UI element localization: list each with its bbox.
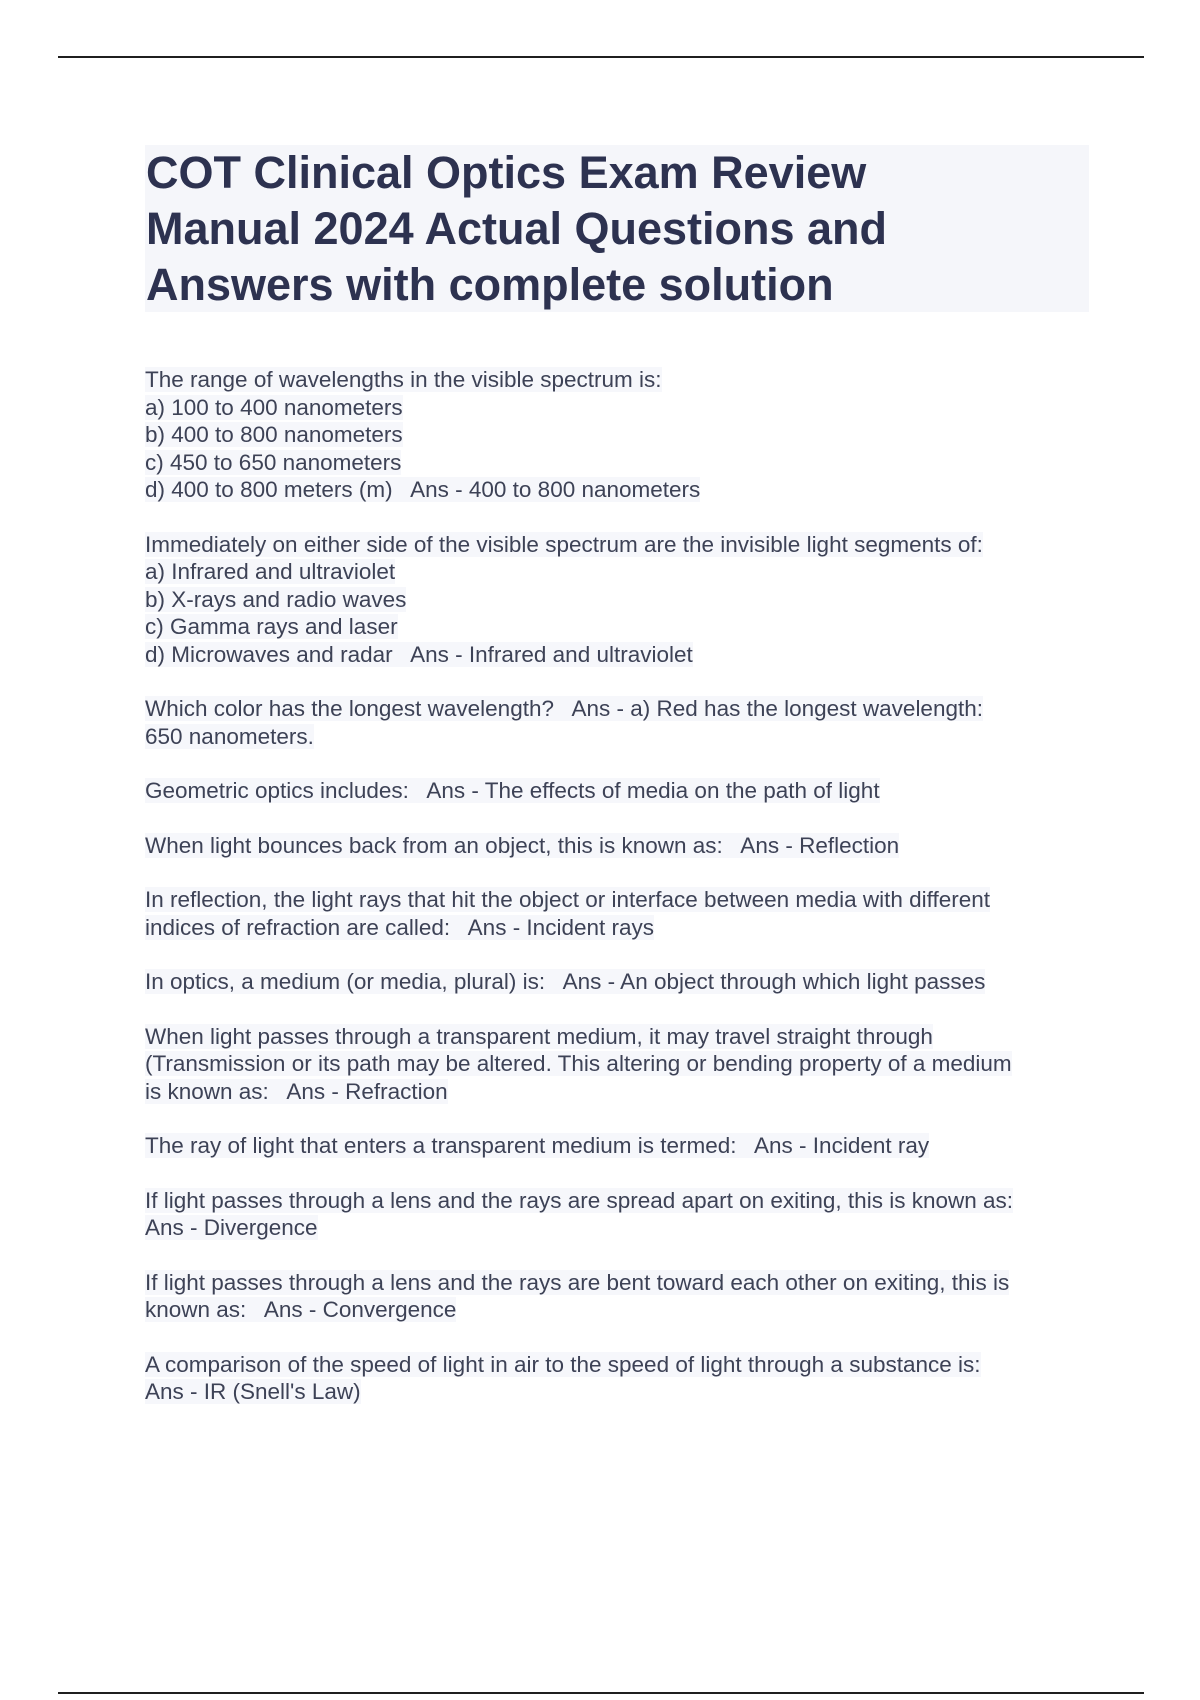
qa-line [145, 695, 1089, 723]
qa-line-text: d) Microwaves and radar Ans - Infrared and ultraviolet [145, 641, 693, 667]
qa-line-text: Immediately on either side of the visible spectrum are the invisible light segments of: [145, 531, 983, 557]
qa-line-text: indices of refraction are called: Ans - Incident rays [145, 914, 654, 940]
qa-line-text: The range of wavelengths in the visible spectrum is: [145, 367, 662, 392]
top-rule [58, 56, 1144, 58]
qa-line [145, 832, 1089, 860]
qa-line [145, 1187, 1089, 1215]
qa-line-text: (Transmission or its path may be altered. This altering or bending property of a medium [145, 1051, 1012, 1076]
title-line-2: Manual 2024 Actual Questions and [146, 203, 888, 254]
qa-line [145, 1378, 1089, 1406]
qa-line [145, 723, 1089, 751]
qa-line-text: When light passes through a transparent medium, it may travel straight through [145, 1023, 933, 1049]
qa-line [145, 394, 1089, 422]
qa-line-text: Ans - Divergence [145, 1215, 318, 1240]
qa-line [145, 968, 1089, 996]
qa-line [145, 1269, 1089, 1297]
qa-line-text: Which color has the longest wavelength? Ans - a) Red has the longest wavelength: [145, 696, 983, 721]
qa-line-text: When light bounces back from an object, this is known as: Ans - Reflection [145, 832, 900, 858]
qa-line-text: In optics, a medium (or media, plural) is: Ans - An object through which light passes [145, 969, 986, 994]
document-title [145, 145, 1089, 312]
qa-line-text: b) 400 to 800 nanometers [145, 422, 403, 447]
qa-line [145, 449, 1089, 477]
qa-line-text: known as: Ans - Convergence [145, 1297, 457, 1322]
qa-line-text: If light passes through a lens and the rays are bent toward each other on exiting, this is [145, 1269, 1010, 1295]
qa-line [145, 531, 1089, 559]
qa-item-8 [145, 1023, 1089, 1106]
qa-item-12 [145, 1351, 1089, 1406]
qa-line [145, 1296, 1089, 1324]
qa-line-text: a) Infrared and ultraviolet [145, 559, 396, 584]
qa-item-9 [145, 1132, 1089, 1160]
qa-line-text: 650 nanometers. [145, 723, 314, 749]
qa-line-text: In reflection, the light rays that hit the object or interface between media with different [145, 887, 991, 912]
qa-line [145, 1050, 1089, 1078]
qa-line [145, 421, 1089, 449]
qa-line [145, 914, 1089, 942]
qa-item-5 [145, 832, 1089, 860]
qa-item-10 [145, 1187, 1089, 1242]
bottom-rule [58, 1692, 1144, 1694]
qa-item-11 [145, 1269, 1089, 1324]
qa-line [145, 586, 1089, 614]
qa-line-text: a) 100 to 400 nanometers [145, 394, 403, 420]
qa-line [145, 1214, 1089, 1242]
qa-line-text: c) 450 to 650 nanometers [145, 449, 402, 475]
qa-line [145, 366, 1089, 394]
qa-line-text: A comparison of the speed of light in air to the speed of light through a substance is: [145, 1351, 981, 1377]
qa-line-text: b) X-rays and radio waves [145, 586, 407, 612]
qa-line-text: c) Gamma rays and laser [145, 614, 398, 639]
qa-line-text: is known as: Ans - Refraction [145, 1078, 448, 1104]
qa-line [145, 1023, 1089, 1051]
qa-line [145, 558, 1089, 586]
qa-line-text: The ray of light that enters a transparent medium is termed: Ans - Incident ray [145, 1133, 930, 1158]
qa-line [145, 886, 1089, 914]
qa-line [145, 613, 1089, 641]
qa-line [145, 777, 1089, 805]
qa-line [145, 1351, 1089, 1379]
qa-item-3 [145, 695, 1089, 750]
qa-line [145, 641, 1089, 669]
qa-item-7 [145, 968, 1089, 996]
qa-item-2 [145, 531, 1089, 669]
question-answer-list [145, 366, 1089, 1433]
qa-line-text: d) 400 to 800 meters (m) Ans - 400 to 800 nanometers [145, 477, 701, 502]
qa-line [145, 476, 1089, 504]
title-line-3: Answers with complete solution [146, 259, 834, 310]
title-line-1: COT Clinical Optics Exam Review [146, 147, 867, 198]
qa-item-4 [145, 777, 1089, 805]
qa-item-1 [145, 366, 1089, 504]
qa-line [145, 1132, 1089, 1160]
qa-line-text: Ans - IR (Snell's Law) [145, 1379, 361, 1404]
qa-line [145, 1078, 1089, 1106]
qa-line-text: If light passes through a lens and the rays are spread apart on exiting, this is known as: [145, 1187, 1013, 1213]
qa-line-text: Geometric optics includes: Ans - The effects of media on the path of light [145, 778, 880, 803]
qa-item-6 [145, 886, 1089, 941]
